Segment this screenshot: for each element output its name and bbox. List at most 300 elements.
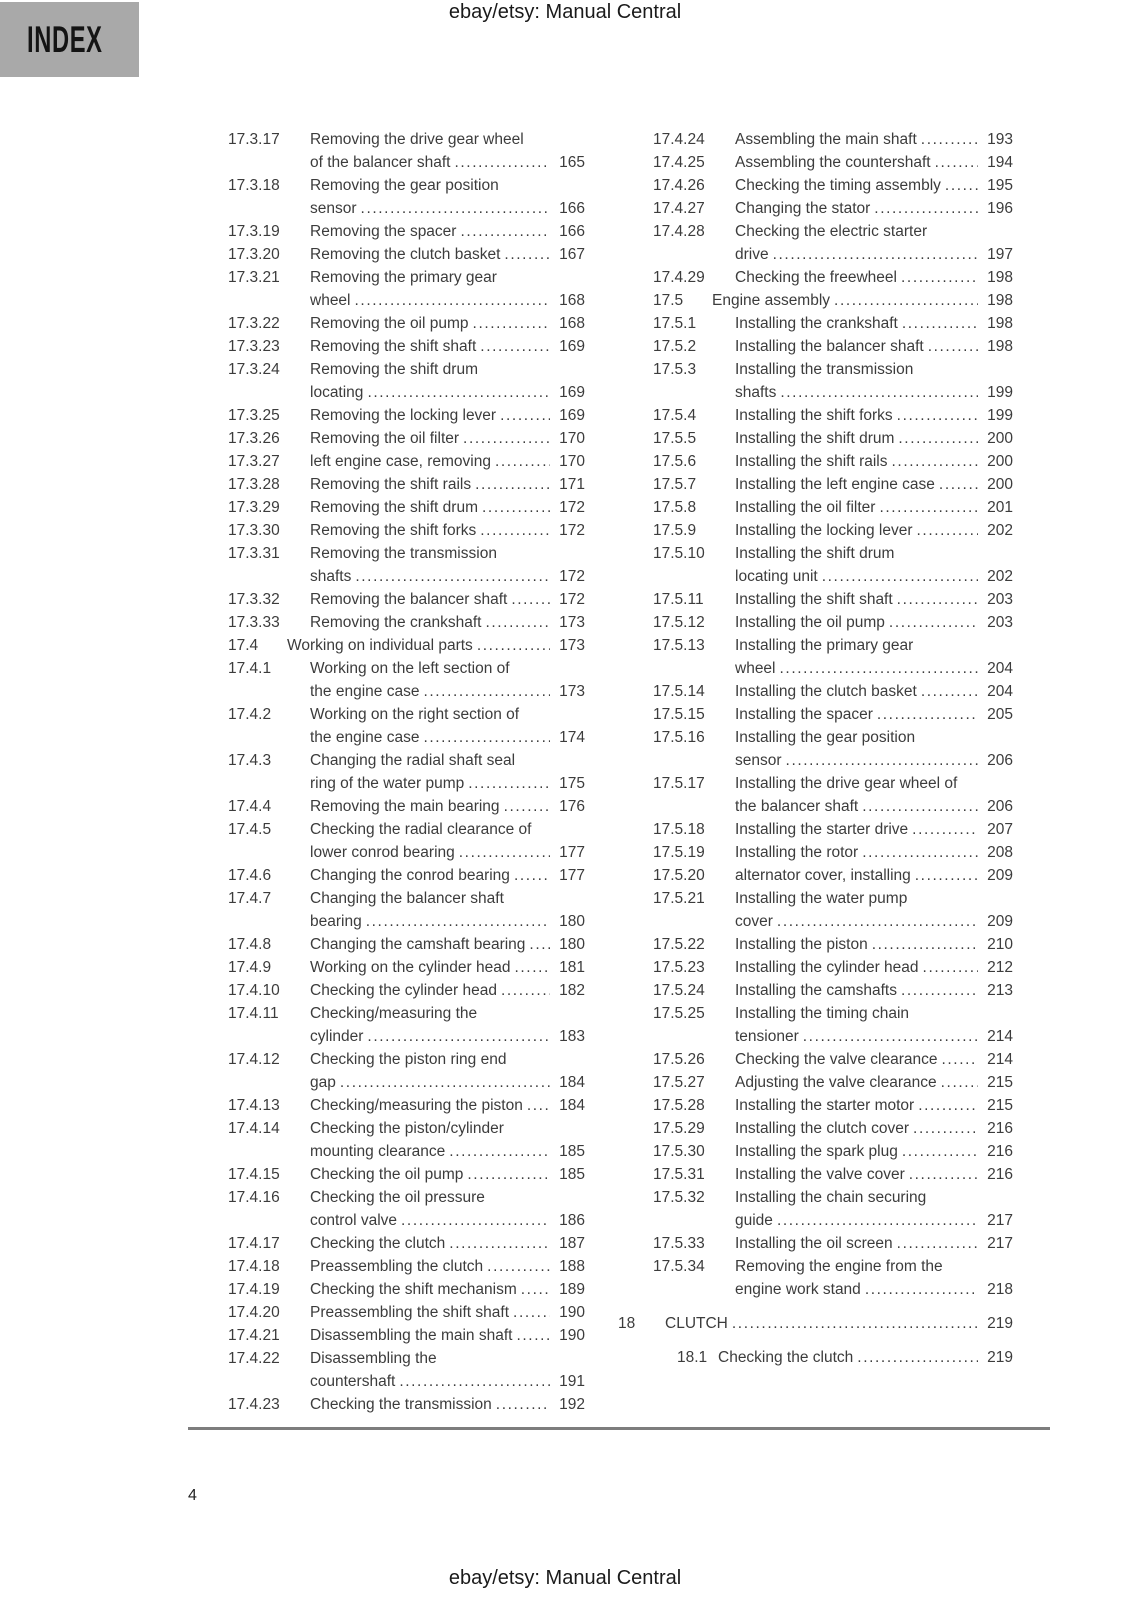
toc-entry-number: 17.3.31	[228, 545, 280, 562]
toc-entry	[653, 933, 1013, 956]
toc-entry-text: wheel	[735, 660, 776, 677]
toc-entry-text: Working on the left section of	[310, 660, 510, 677]
toc-entry-page: 175	[559, 775, 585, 792]
toc-entry	[653, 220, 1013, 266]
toc-entry	[228, 220, 585, 243]
toc-entry-number: 17.3.26	[228, 430, 280, 447]
toc-entry-title	[287, 634, 585, 657]
toc-entry-page: 190	[559, 1327, 585, 1344]
toc-entry-text: Checking the cylinder head	[310, 982, 497, 999]
toc-entry	[228, 496, 585, 519]
toc-entry-page: 184	[559, 1097, 585, 1114]
toc-entry-line	[310, 1025, 585, 1048]
toc-entry-number: 17.4.25	[653, 154, 705, 171]
toc-entry-title	[735, 703, 1013, 726]
toc-entry-text: Installing the timing chain	[735, 1005, 910, 1022]
toc-entry-title	[310, 1117, 585, 1163]
toc-entry-number: 17.4.12	[228, 1051, 280, 1068]
toc-entry-line	[310, 542, 585, 565]
toc-entry-text: Installing the camshafts	[735, 982, 897, 999]
toc-entry-title	[735, 1186, 1013, 1232]
toc-entry-line	[310, 703, 585, 726]
toc-entry-text: Removing the gear position	[310, 177, 499, 194]
toc-entry-page: 213	[987, 982, 1013, 999]
toc-entry-line	[735, 1117, 1013, 1140]
toc-entry	[228, 1278, 585, 1301]
toc-entry-number: 17.3.25	[228, 407, 280, 424]
toc-entry-title	[735, 611, 1013, 634]
toc-entry-text: Removing the shift shaft	[310, 338, 477, 355]
toc-entry	[653, 680, 1013, 703]
toc-entry	[653, 1186, 1013, 1232]
toc-entry-line	[735, 1071, 1013, 1094]
toc-entry	[653, 519, 1013, 542]
toc-entry-line	[310, 1347, 585, 1370]
toc-entry-number: 17.5.13	[653, 637, 705, 654]
toc-entry	[653, 128, 1013, 151]
toc-entry-number: 17.4.26	[653, 177, 705, 194]
dotted-leader	[480, 519, 550, 542]
toc-entry-page: 194	[987, 154, 1013, 171]
toc-entry-line	[735, 703, 1013, 726]
toc-entry-text: Installing the shift drum	[735, 430, 895, 447]
toc-entry-number: 17.4.1	[228, 660, 272, 677]
toc-entry-number: 17.4.3	[228, 752, 272, 769]
toc-entry-title	[310, 887, 585, 933]
dotted-leader	[901, 266, 978, 289]
toc-entry-number: 17.5.8	[653, 499, 697, 516]
toc-entry-number: 17.4.29	[653, 269, 705, 286]
toc-entry-line	[310, 519, 585, 542]
toc-entry-text: alternator cover, installing	[735, 867, 911, 884]
toc-entry-title	[310, 473, 585, 496]
toc-entry-title	[735, 1117, 1013, 1140]
dotted-leader	[917, 519, 979, 542]
toc-entry	[653, 427, 1013, 450]
toc-entry-text: Installing the shift rails	[735, 453, 888, 470]
dotted-leader	[834, 289, 978, 312]
toc-entry	[228, 749, 585, 795]
toc-entry-line	[310, 588, 585, 611]
toc-entry-line	[310, 1002, 585, 1025]
toc-entry	[228, 243, 585, 266]
toc-entry	[653, 611, 1013, 634]
toc-entry-text: Preassembling the shift shaft	[310, 1304, 510, 1321]
toc-entry-number: 17.5.17	[653, 775, 705, 792]
toc-entry-line	[735, 726, 1013, 749]
toc-entry	[228, 312, 585, 335]
toc-entry-page: 184	[559, 1074, 585, 1091]
toc-entry-line	[735, 933, 1013, 956]
toc-entry-line	[735, 818, 1013, 841]
toc-entry-page: 205	[987, 706, 1013, 723]
toc-entry	[228, 174, 585, 220]
dotted-leader	[361, 197, 550, 220]
toc-entry-text: Removing the balancer shaft	[310, 591, 508, 608]
toc-entry	[653, 496, 1013, 519]
toc-entry-line	[712, 289, 1013, 312]
toc-entry-title	[735, 634, 1013, 680]
toc-entry-title	[735, 128, 1013, 151]
toc-entry-page: 190	[559, 1304, 585, 1321]
toc-entry-page: 188	[559, 1258, 585, 1275]
dotted-leader	[500, 404, 550, 427]
toc-entry-text: Installing the balancer shaft	[735, 338, 924, 355]
toc-entry-line	[310, 220, 585, 243]
toc-entry-text: Checking the electric starter	[735, 223, 928, 240]
toc-entry-page: 180	[559, 936, 585, 953]
toc-entry-text: sensor	[310, 200, 357, 217]
toc-entry-text: the engine case	[310, 683, 420, 700]
toc-entry-page: 185	[559, 1143, 585, 1160]
toc-entry-page: 170	[559, 430, 585, 447]
toc-entry-line	[735, 910, 1013, 933]
toc-entry-text: Removing the clutch basket	[310, 246, 501, 263]
toc-entry-page: 183	[559, 1028, 585, 1045]
toc-entry-number: 17.3.22	[228, 315, 280, 332]
dotted-leader	[928, 335, 978, 358]
toc-entry-text: Checking/measuring the piston	[310, 1097, 523, 1114]
dotted-leader	[879, 496, 978, 519]
toc-entry-number: 17.5.23	[653, 959, 705, 976]
toc-entry	[228, 703, 585, 749]
toc-entry-text: gap	[310, 1074, 336, 1091]
toc-entry-text: Checking the valve clearance	[735, 1051, 938, 1068]
footer-title: ebay/etsy: Manual Central	[448, 1567, 682, 1589]
toc-column-left	[228, 128, 585, 1416]
dotted-leader	[862, 795, 978, 818]
dotted-leader	[423, 680, 550, 703]
toc-entry-title	[310, 749, 585, 795]
toc-entry-title	[310, 795, 585, 818]
dotted-leader	[449, 1232, 550, 1255]
toc-entry-text: Checking the clutch	[310, 1235, 446, 1252]
toc-entry-title	[310, 404, 585, 427]
toc-entry-text: Installing the crankshaft	[735, 315, 898, 332]
toc-entry-line	[287, 634, 585, 657]
toc-entry-text: Installing the locking lever	[735, 522, 913, 539]
toc-entry	[653, 1255, 1013, 1301]
toc-entry-text: of the balancer shaft	[310, 154, 451, 171]
toc-entry-line	[310, 1301, 585, 1324]
toc-entry-title	[310, 1002, 585, 1048]
toc-entry-page: 180	[559, 913, 585, 930]
toc-entry-text: Changing the conrod bearing	[310, 867, 510, 884]
toc-entry-text: Assembling the countershaft	[735, 154, 931, 171]
toc-entry-line	[310, 335, 585, 358]
toc-entry-page: 198	[987, 269, 1013, 286]
toc-entry-text: Removing the oil pump	[310, 315, 469, 332]
toc-entry-line	[310, 887, 585, 910]
toc-entry-title	[310, 864, 585, 887]
toc-entry	[228, 1094, 585, 1117]
toc-entry	[653, 956, 1013, 979]
toc-entry-title	[735, 1048, 1013, 1071]
toc-entry-text: Removing the spacer	[310, 223, 457, 240]
toc-entry-text: Checking/measuring the	[310, 1005, 478, 1022]
toc-entry-title	[735, 772, 1013, 818]
dotted-leader	[909, 1163, 978, 1186]
toc-entry	[228, 864, 585, 887]
toc-entry	[228, 979, 585, 1002]
toc-entry	[653, 772, 1013, 818]
toc-entry-page: 216	[987, 1143, 1013, 1160]
toc-entry-title	[735, 680, 1013, 703]
toc-entry-text: countershaft	[310, 1373, 396, 1390]
toc-entry-page: 193	[987, 131, 1013, 148]
toc-entry-page: 189	[559, 1281, 585, 1298]
toc-entry-text: shafts	[735, 384, 777, 401]
toc-entry-title	[735, 197, 1013, 220]
toc-entry-title	[310, 542, 585, 588]
toc-entry-number: 17.3.20	[228, 246, 280, 263]
toc-entry-line	[310, 611, 585, 634]
dotted-leader	[511, 588, 550, 611]
toc-entry-number: 17.5.28	[653, 1097, 705, 1114]
toc-entry-number: 17.5.18	[653, 821, 705, 838]
toc-entry-title	[310, 519, 585, 542]
dotted-leader	[941, 1071, 978, 1094]
toc-entry-page: 185	[559, 1166, 585, 1183]
toc-entry-text: Installing the shift forks	[735, 407, 893, 424]
toc-entry-text: Installing the cylinder head	[735, 959, 919, 976]
toc-entry-line	[310, 174, 585, 197]
toc-entry	[228, 519, 585, 542]
toc-entry	[653, 1163, 1013, 1186]
dotted-leader	[732, 1312, 978, 1335]
toc-entry	[228, 1393, 585, 1416]
toc-entry-page: 207	[987, 821, 1013, 838]
dotted-leader	[872, 933, 978, 956]
toc-entry-text: Installing the valve cover	[735, 1166, 905, 1183]
toc-entry-page: 201	[987, 499, 1013, 516]
toc-entry	[653, 289, 1013, 312]
dotted-leader	[468, 772, 550, 795]
toc-entry	[228, 450, 585, 473]
toc-entry	[653, 1346, 1013, 1369]
toc-entry-title	[310, 312, 585, 335]
toc-entry	[653, 1094, 1013, 1117]
toc-entry-line	[735, 1048, 1013, 1071]
toc-entry	[653, 726, 1013, 772]
toc-entry-title	[310, 1393, 585, 1416]
toc-entry-line	[310, 1140, 585, 1163]
toc-entry-line	[735, 979, 1013, 1002]
toc-entry-page: 204	[987, 660, 1013, 677]
toc-entry-page: 218	[987, 1281, 1013, 1298]
toc-entry-line	[310, 565, 585, 588]
dotted-leader	[898, 427, 978, 450]
toc-entry-number: 17.5.11	[653, 591, 704, 608]
toc-entry-number: 17.5.2	[653, 338, 697, 355]
toc-entry-text: Installing the oil pump	[735, 614, 885, 631]
dotted-leader	[945, 174, 978, 197]
toc-entry-page: 172	[559, 522, 585, 539]
toc-entry-number: 17.5.34	[653, 1258, 705, 1275]
toc-entry	[228, 818, 585, 864]
toc-entry-line	[735, 956, 1013, 979]
toc-entry-text: Installing the primary gear	[735, 637, 914, 654]
toc-entry-number: 17.3.24	[228, 361, 280, 378]
toc-entry-number: 17.3.28	[228, 476, 280, 493]
toc-entry	[653, 473, 1013, 496]
dotted-leader	[514, 864, 550, 887]
dotted-leader	[529, 933, 550, 956]
toc-entry-line	[735, 1209, 1013, 1232]
toc-entry	[228, 1232, 585, 1255]
toc-entry-text: sensor	[735, 752, 782, 769]
toc-entry-line	[310, 312, 585, 335]
toc-entry-page: 216	[987, 1166, 1013, 1183]
toc-entry-title	[310, 1186, 585, 1232]
toc-entry	[228, 1117, 585, 1163]
toc-entry	[228, 1301, 585, 1324]
toc-entry-line	[310, 979, 585, 1002]
toc-entry	[653, 312, 1013, 335]
dotted-leader	[874, 197, 978, 220]
toc-entry-line	[310, 473, 585, 496]
dotted-leader	[780, 381, 978, 404]
toc-entry-title	[735, 312, 1013, 335]
toc-entry-line	[310, 657, 585, 680]
toc-entry-text: Checking the freewheel	[735, 269, 897, 286]
toc-entry-line	[310, 243, 585, 266]
toc-entry	[228, 473, 585, 496]
toc-entry-number: 18.1	[677, 1349, 708, 1366]
toc-entry-text: Changing the radial shaft seal	[310, 752, 516, 769]
toc-entry-line	[310, 496, 585, 519]
toc-entry-text: Removing the transmission	[310, 545, 497, 562]
toc-entry	[228, 335, 585, 358]
toc-entry-text: Removing the shift drum	[310, 499, 478, 516]
toc-entry-page: 172	[559, 591, 585, 608]
toc-entry-line	[735, 1232, 1013, 1255]
toc-entry-number: 17.4.27	[653, 200, 705, 217]
toc-entry-title	[735, 519, 1013, 542]
table-of-contents	[228, 128, 1013, 1416]
toc-entry-page: 215	[987, 1074, 1013, 1091]
toc-entry	[653, 818, 1013, 841]
dotted-leader	[467, 1163, 550, 1186]
toc-entry	[653, 197, 1013, 220]
toc-entry-number: 17.5.30	[653, 1143, 705, 1160]
toc-entry-number: 17.5.24	[653, 982, 705, 999]
toc-entry	[653, 703, 1013, 726]
toc-entry-line	[310, 795, 585, 818]
toc-entry	[228, 588, 585, 611]
toc-entry-page: 172	[559, 499, 585, 516]
toc-entry-text: Checking the piston/cylinder	[310, 1120, 504, 1137]
toc-entry-number: 17.3.30	[228, 522, 280, 539]
toc-entry-title	[735, 1140, 1013, 1163]
toc-entry-title	[310, 450, 585, 473]
toc-entry-page: 173	[559, 614, 585, 631]
toc-entry-line	[310, 427, 585, 450]
toc-entry	[653, 979, 1013, 1002]
toc-entry-title	[665, 1312, 1013, 1335]
dotted-leader	[777, 910, 978, 933]
toc-entry-line	[735, 266, 1013, 289]
toc-entry-number: 17.3.17	[228, 131, 280, 148]
toc-entry-number: 17.3.27	[228, 453, 280, 470]
toc-entry-page: 166	[559, 223, 585, 240]
toc-entry-text: Checking the clutch	[718, 1349, 854, 1366]
dotted-leader	[495, 450, 550, 473]
toc-entry-number: 17.4.24	[653, 131, 705, 148]
toc-entry-number: 17.5.33	[653, 1235, 705, 1252]
toc-entry-number: 17.5.5	[653, 430, 697, 447]
toc-entry-title	[735, 542, 1013, 588]
toc-entry-line	[735, 519, 1013, 542]
toc-entry-title	[310, 243, 585, 266]
toc-entry-line	[735, 243, 1013, 266]
toc-entry-line	[735, 565, 1013, 588]
toc-entry-line	[310, 680, 585, 703]
toc-entry	[653, 588, 1013, 611]
toc-entry-text: Installing the oil filter	[735, 499, 876, 516]
toc-entry-title	[735, 266, 1013, 289]
toc-entry-page: 198	[987, 292, 1013, 309]
toc-entry-line	[310, 1209, 585, 1232]
toc-entry-title	[735, 726, 1013, 772]
toc-entry-line	[735, 1025, 1013, 1048]
footer-divider	[188, 1427, 1050, 1430]
toc-entry	[228, 427, 585, 450]
page-number: 4	[188, 1487, 197, 1504]
toc-entry-text: Installing the clutch basket	[735, 683, 917, 700]
toc-entry-line	[310, 1186, 585, 1209]
toc-entry-text: Working on individual parts	[287, 637, 473, 654]
dotted-leader	[921, 680, 978, 703]
toc-entry-title	[735, 174, 1013, 197]
toc-entry-line	[735, 1278, 1013, 1301]
toc-entry-title	[310, 818, 585, 864]
toc-entry	[653, 634, 1013, 680]
toc-entry-title	[735, 496, 1013, 519]
dotted-leader	[449, 1140, 550, 1163]
dotted-leader	[892, 450, 979, 473]
toc-entry-line	[735, 1002, 1013, 1025]
toc-entry-number: 17.5.29	[653, 1120, 705, 1137]
toc-entry	[228, 1163, 585, 1186]
dotted-leader	[889, 611, 978, 634]
toc-entry-text: Installing the clutch cover	[735, 1120, 910, 1137]
toc-entry-line	[310, 381, 585, 404]
toc-entry-number: 17.5.32	[653, 1189, 705, 1206]
toc-entry-page: 187	[559, 1235, 585, 1252]
toc-entry	[228, 887, 585, 933]
toc-entry-number: 17.4	[228, 637, 259, 654]
toc-entry-text: tensioner	[735, 1028, 799, 1045]
toc-entry-title	[735, 864, 1013, 887]
dotted-leader	[786, 749, 978, 772]
toc-entry-text: Installing the spacer	[735, 706, 873, 723]
dotted-leader	[780, 657, 979, 680]
toc-entry	[653, 404, 1013, 427]
toc-entry-page: 199	[987, 407, 1013, 424]
toc-entry	[228, 1324, 585, 1347]
toc-entry-number: 17.4.7	[228, 890, 272, 907]
dotted-leader	[482, 496, 550, 519]
toc-entry-line	[310, 1117, 585, 1140]
toc-entry-title	[735, 1255, 1013, 1301]
toc-entry	[228, 358, 585, 404]
toc-entry-page: 170	[559, 453, 585, 470]
dotted-leader	[901, 979, 978, 1002]
toc-entry	[228, 266, 585, 312]
dotted-leader	[423, 726, 550, 749]
toc-entry-line	[310, 933, 585, 956]
